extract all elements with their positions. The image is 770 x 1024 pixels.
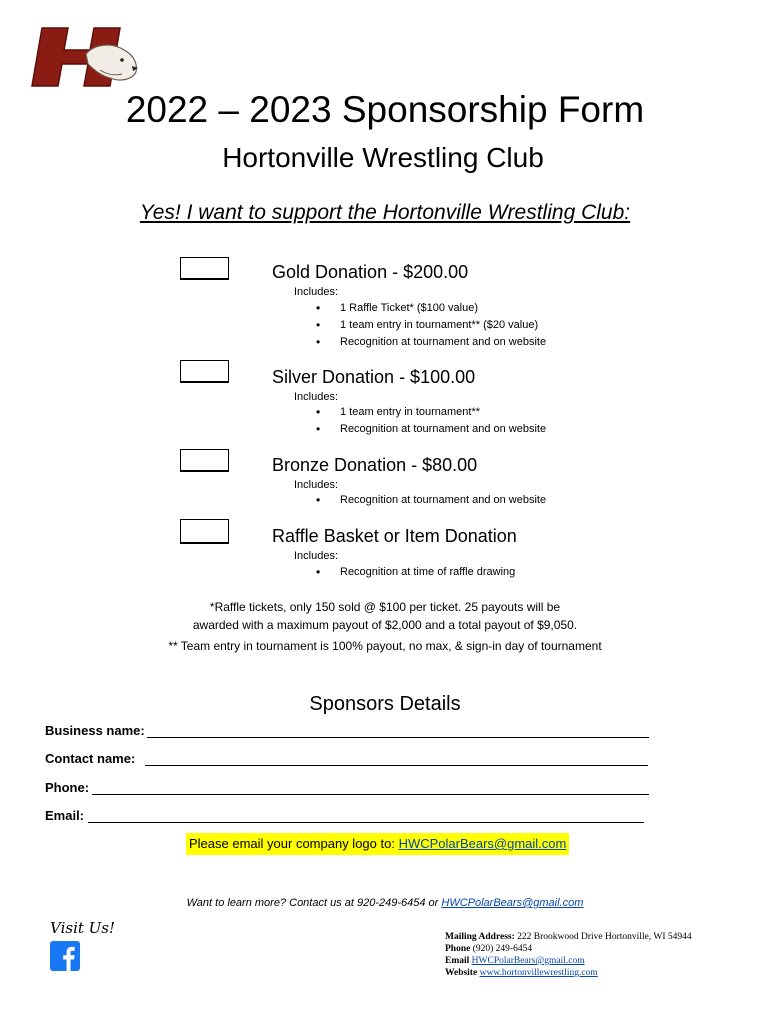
includes-label: Includes: [294,391,339,403]
website-line [445,967,692,979]
sponsors-details-heading: Sponsors Details [309,693,461,715]
includes-label: Includes: [294,286,339,298]
email-field[interactable] [88,822,644,823]
tier-title: Silver Donation - $100.00 [272,367,476,387]
phone-contact-label: Phone [445,944,471,954]
list-item: • Recognition at time of raffle drawing [314,564,515,581]
phone-label: Phone: [45,780,90,795]
benefit-list [314,300,546,351]
includes-label: Includes: [294,479,339,491]
list-item: • 1 team entry in tournament** [314,404,546,421]
contact-block [445,931,692,979]
raffle-note-line2: awarded with a maximum payout of $2,000 and a total payout of $9,050. [192,618,578,632]
tier-raffle-basket [180,519,680,581]
team-entry-note: ** Team entry in tournament is 100% payout, no max, & sign-in day of tournament [168,639,602,653]
visit-us-label: Visit Us! [50,919,116,937]
club-logo [28,20,140,94]
phone-value: (920) 249-6454 [470,944,533,954]
list-item: • 1 team entry in tournament** ($20 value) [314,317,546,334]
contact-name-label: Contact name: [45,751,136,766]
business-name-label: Business name: [45,723,145,738]
website-label: Website [445,968,478,978]
mailing-address [445,931,692,943]
email-line [445,955,692,967]
learn-more-email-link[interactable]: HWCPolarBears@gmail.com [441,897,584,909]
email-label: Email: [45,808,85,823]
mailing-value: 222 Brookwood Drive Hortonville, WI 54944 [514,932,692,942]
learn-more-text: Want to learn more? Contact us at 920-249-6454 or [186,897,442,909]
logo-request-email-link[interactable]: HWCPolarBears@gmail.com [398,836,567,851]
list-item: • Recognition at tournament and on website [314,334,546,351]
includes-label: Includes: [294,550,339,562]
phone-line [445,943,692,955]
list-item: • Recognition at tournament and on website [314,421,546,438]
page-title: 2022 – 2023 Sponsorship Form [125,89,645,130]
learn-more [0,895,770,911]
silver-checkbox[interactable] [180,360,229,383]
tier-title: Gold Donation - $200.00 [272,262,469,282]
gold-checkbox[interactable] [180,257,229,280]
tier-gold [180,256,680,356]
email-contact-link[interactable]: HWCPolarBears@gmail.com [471,956,585,966]
raffle-basket-checkbox[interactable] [180,519,229,544]
club-name: Hortonville Wrestling Club [222,142,544,173]
support-tagline: Yes! I want to support the Hortonville Wrestling Club: [139,201,631,224]
benefit-list [314,492,546,509]
business-name-field[interactable] [147,737,649,738]
benefit-list [314,404,546,438]
raffle-note-line1: *Raffle tickets, only 150 sold @ $100 per ticket. 25 payouts will be [209,600,561,614]
list-item: • Recognition at tournament and on website [314,492,546,509]
logo-request-text: Please email your company logo to: [189,836,399,851]
tier-title: Bronze Donation - $80.00 [272,455,478,475]
contact-name-field[interactable] [145,765,648,766]
tier-silver [180,360,680,440]
tier-bronze [180,449,680,509]
tier-title: Raffle Basket or Item Donation [272,526,517,546]
website-link[interactable]: www.hortonvillewrestling.com [479,968,598,978]
phone-field[interactable] [92,794,649,795]
benefit-list [314,564,515,581]
email-contact-label: Email [445,956,470,966]
logo-request [186,833,569,855]
mailing-label: Mailing Address: [445,932,515,942]
facebook-icon[interactable] [50,941,80,971]
list-item: • 1 Raffle Ticket* ($100 value) [314,300,546,317]
bronze-checkbox[interactable] [180,449,229,472]
